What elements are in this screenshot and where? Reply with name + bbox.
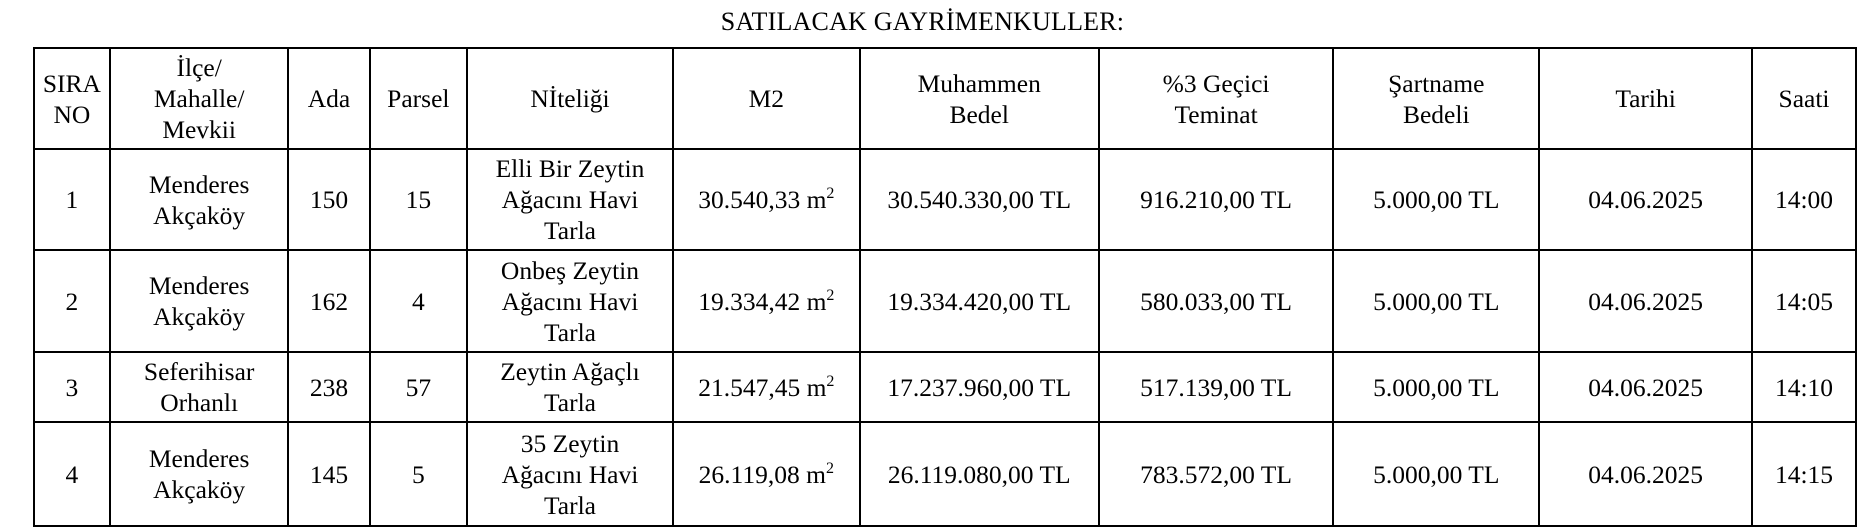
- cell-sira-no: 4: [34, 422, 110, 526]
- header-saati: Saati: [1752, 48, 1856, 149]
- table-row: [34, 352, 1856, 422]
- area-value: 30.540,33: [698, 185, 801, 214]
- cell-niteligi: Elli Bir Zeytin Ağacını Havi Tarla: [467, 149, 673, 250]
- header-sartname-bedeli: Şartname Bedeli: [1333, 48, 1539, 149]
- cell-muhammen-bedel: 30.540.330,00 TL: [860, 149, 1099, 250]
- cell-sartname-bedeli: 5.000,00 TL: [1333, 422, 1539, 526]
- cell-ilce: Menderes Akçaköy: [110, 422, 289, 526]
- area-value: 19.334,42: [698, 286, 801, 316]
- cell-parsel: 5: [370, 422, 468, 526]
- cell-sira-no: 2: [34, 250, 110, 352]
- cell-saati: 14:10: [1752, 352, 1856, 422]
- cell-gecici-teminat: 783.572,00 TL: [1099, 422, 1334, 526]
- area-unit: m: [806, 286, 827, 316]
- header-m2: M2: [673, 48, 860, 149]
- cell-tarihi: 04.06.2025: [1539, 352, 1752, 422]
- cell-parsel: 15: [370, 149, 468, 250]
- cell-niteligi: 35 Zeytin Ağacını Havi Tarla: [467, 422, 673, 526]
- cell-m2: [673, 422, 860, 526]
- cell-saati: 14:05: [1752, 250, 1856, 352]
- cell-m2: [673, 250, 860, 352]
- area-unit: m: [806, 185, 827, 214]
- cell-ilce: Menderes Akçaköy: [110, 250, 289, 352]
- cell-gecici-teminat: 580.033,00 TL: [1099, 250, 1334, 352]
- document-title: SATILACAK GAYRİMENKULLER:: [720, 7, 1125, 36]
- header-sira-no: SIRA NO: [34, 48, 110, 149]
- header-parsel: Parsel: [370, 48, 468, 149]
- cell-gecici-teminat: 916.210,00 TL: [1099, 149, 1334, 250]
- cell-ada: 150: [288, 149, 369, 250]
- cell-saati: 14:00: [1752, 149, 1856, 250]
- cell-saati: 14:15: [1752, 422, 1856, 526]
- cell-tarihi: 04.06.2025: [1539, 149, 1752, 250]
- header-ilce-mahalle-mevkii: İlçe/ Mahalle/ Mevkii: [110, 48, 289, 149]
- cell-muhammen-bedel: 17.237.960,00 TL: [860, 352, 1099, 422]
- area-unit: m: [806, 372, 827, 402]
- cell-parsel: 57: [370, 352, 468, 422]
- cell-parsel: 4: [370, 250, 468, 352]
- cell-ada: 162: [288, 250, 369, 352]
- cell-sira-no: 1: [34, 149, 110, 250]
- area-value: 21.547,45: [698, 372, 801, 402]
- cell-ada: 145: [288, 422, 369, 526]
- cell-sartname-bedeli: 5.000,00 TL: [1333, 149, 1539, 250]
- cell-sira-no: 3: [34, 352, 110, 422]
- area-unit-exponent: 2: [825, 459, 834, 477]
- cell-gecici-teminat: 517.139,00 TL: [1099, 352, 1334, 422]
- area-unit-exponent: 2: [826, 372, 835, 390]
- cell-sartname-bedeli: 5.000,00 TL: [1333, 352, 1539, 422]
- area-value: 26.119,08: [698, 459, 800, 489]
- header-tarihi: Tarihi: [1539, 48, 1752, 149]
- table-row: [34, 422, 1856, 526]
- cell-tarihi: 04.06.2025: [1539, 250, 1752, 352]
- cell-niteligi: Onbeş Zeytin Ağacını Havi Tarla: [467, 250, 673, 352]
- cell-m2: [673, 352, 860, 422]
- header-muhammen-bedel: Muhammen Bedel: [860, 48, 1099, 149]
- cell-m2: [673, 149, 860, 250]
- cell-muhammen-bedel: 26.119.080,00 TL: [860, 422, 1099, 526]
- area-unit-exponent: 2: [826, 185, 835, 202]
- cell-ilce: Menderes Akçaköy: [110, 149, 289, 250]
- area-unit: m: [806, 459, 826, 489]
- header-niteligi: Nİteliği: [467, 48, 673, 149]
- cell-sartname-bedeli: 5.000,00 TL: [1333, 250, 1539, 352]
- table-row: [34, 149, 1856, 250]
- cell-tarihi: 04.06.2025: [1539, 422, 1752, 526]
- cell-ilce: Seferihisar Orhanlı: [110, 352, 289, 422]
- cell-niteligi: Zeytin Ağaçlı Tarla: [467, 352, 673, 422]
- area-unit-exponent: 2: [826, 286, 835, 304]
- cell-muhammen-bedel: 19.334.420,00 TL: [860, 250, 1099, 352]
- header-row: [34, 48, 1856, 149]
- property-listing-table: [33, 47, 1857, 527]
- header-gecici-teminat: %3 Geçici Teminat: [1099, 48, 1334, 149]
- cell-ada: 238: [288, 352, 369, 422]
- table-row: [34, 250, 1856, 352]
- header-ada: Ada: [288, 48, 369, 149]
